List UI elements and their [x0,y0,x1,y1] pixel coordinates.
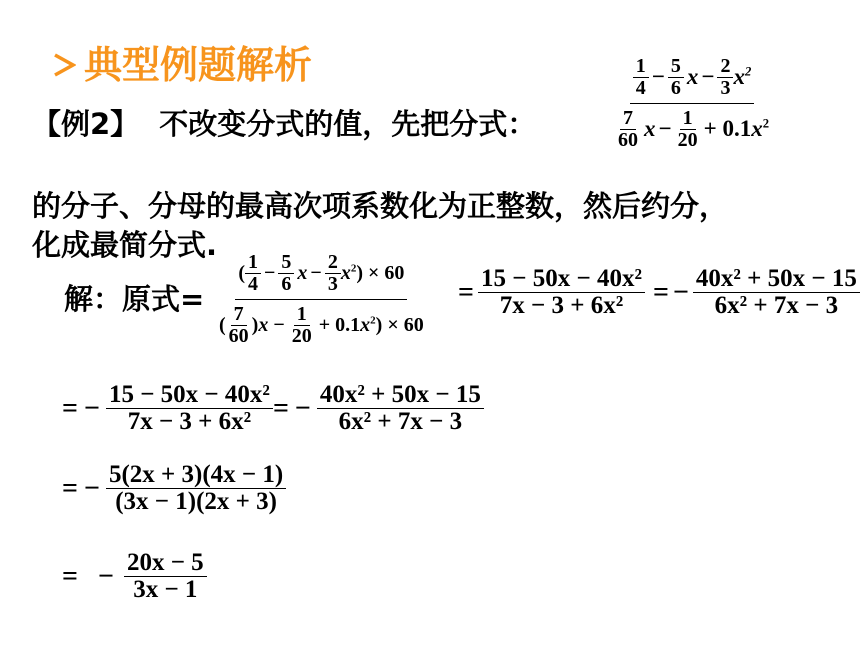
equals-sign: = [458,276,474,308]
step1-row-b [62,382,484,436]
step4-denominator: 3x − 1 [133,576,198,604]
example-prompt: 不改变分式的值，先把分式： [159,107,537,141]
step1-numerator: 15 − 50x − 40x² [106,382,273,409]
step2-numerator: 40x² + 50x − 15 [317,382,484,409]
step2-denominator: 6x² + 7x − 3 [714,292,839,320]
step1-denominator: 7x − 3 + 6x² [499,292,624,320]
step1-denominator: 7x − 3 + 6x² [127,408,252,436]
step2-numerator: 40x² + 50x − 15 [693,266,860,293]
step4-row [62,550,207,604]
equals-sign: = [272,392,289,424]
solution-label: 解：原式= [64,282,205,316]
step2-denominator: 6x² + 7x − 3 [338,408,463,436]
equals-sign: = [652,276,669,308]
step3-denominator: (3x − 1)(2x + 3) [115,488,277,516]
minus-sign: − [83,472,100,504]
step0-fraction: ( $\frac{1}{4}$ − $\frac{5}{6}$ x − $\frac{2}{3}$ $x^2) \times 60$ ( $\frac{7}{60}$ )x − $\frac{1}{20}$ + $0.1x^2) \times 60$ [219,251,424,347]
example-line-1 [32,102,536,143]
equals-sign: = [62,472,78,504]
heading-text: 典型例题解析 [84,43,313,87]
example-line-3: 化成最简分式. [32,228,218,262]
minus-sign: − [672,276,689,308]
arrow-bullet-icon [52,43,78,87]
minus-sign: − [294,392,311,424]
step1-row-a [458,266,860,320]
step3-numerator: 5(2x + 3)(4x − 1) [106,462,286,489]
minus-sign: − [97,560,114,592]
step1-numerator: 15 − 50x − 40x² [478,266,645,293]
equals-sign: = [62,560,78,592]
step3-row [62,462,286,516]
example-line-2: 的分子、分母的最高次项系数化为正整数，然后约分， [32,189,729,223]
section-heading [52,34,312,89]
original-fraction: $\frac{1}{4}$ − $\frac{5}{6}$ x − $\frac{2}{3}$ $x^2$ $\frac{7}{60}$ x − $\frac{1}{20}$ + $0.1x^2$ [618,55,770,151]
step4-numerator: 20x − 5 [124,550,207,577]
equals-sign: = [62,392,78,424]
minus-sign: − [83,392,100,424]
example-tag: 【例2】 [32,107,140,141]
